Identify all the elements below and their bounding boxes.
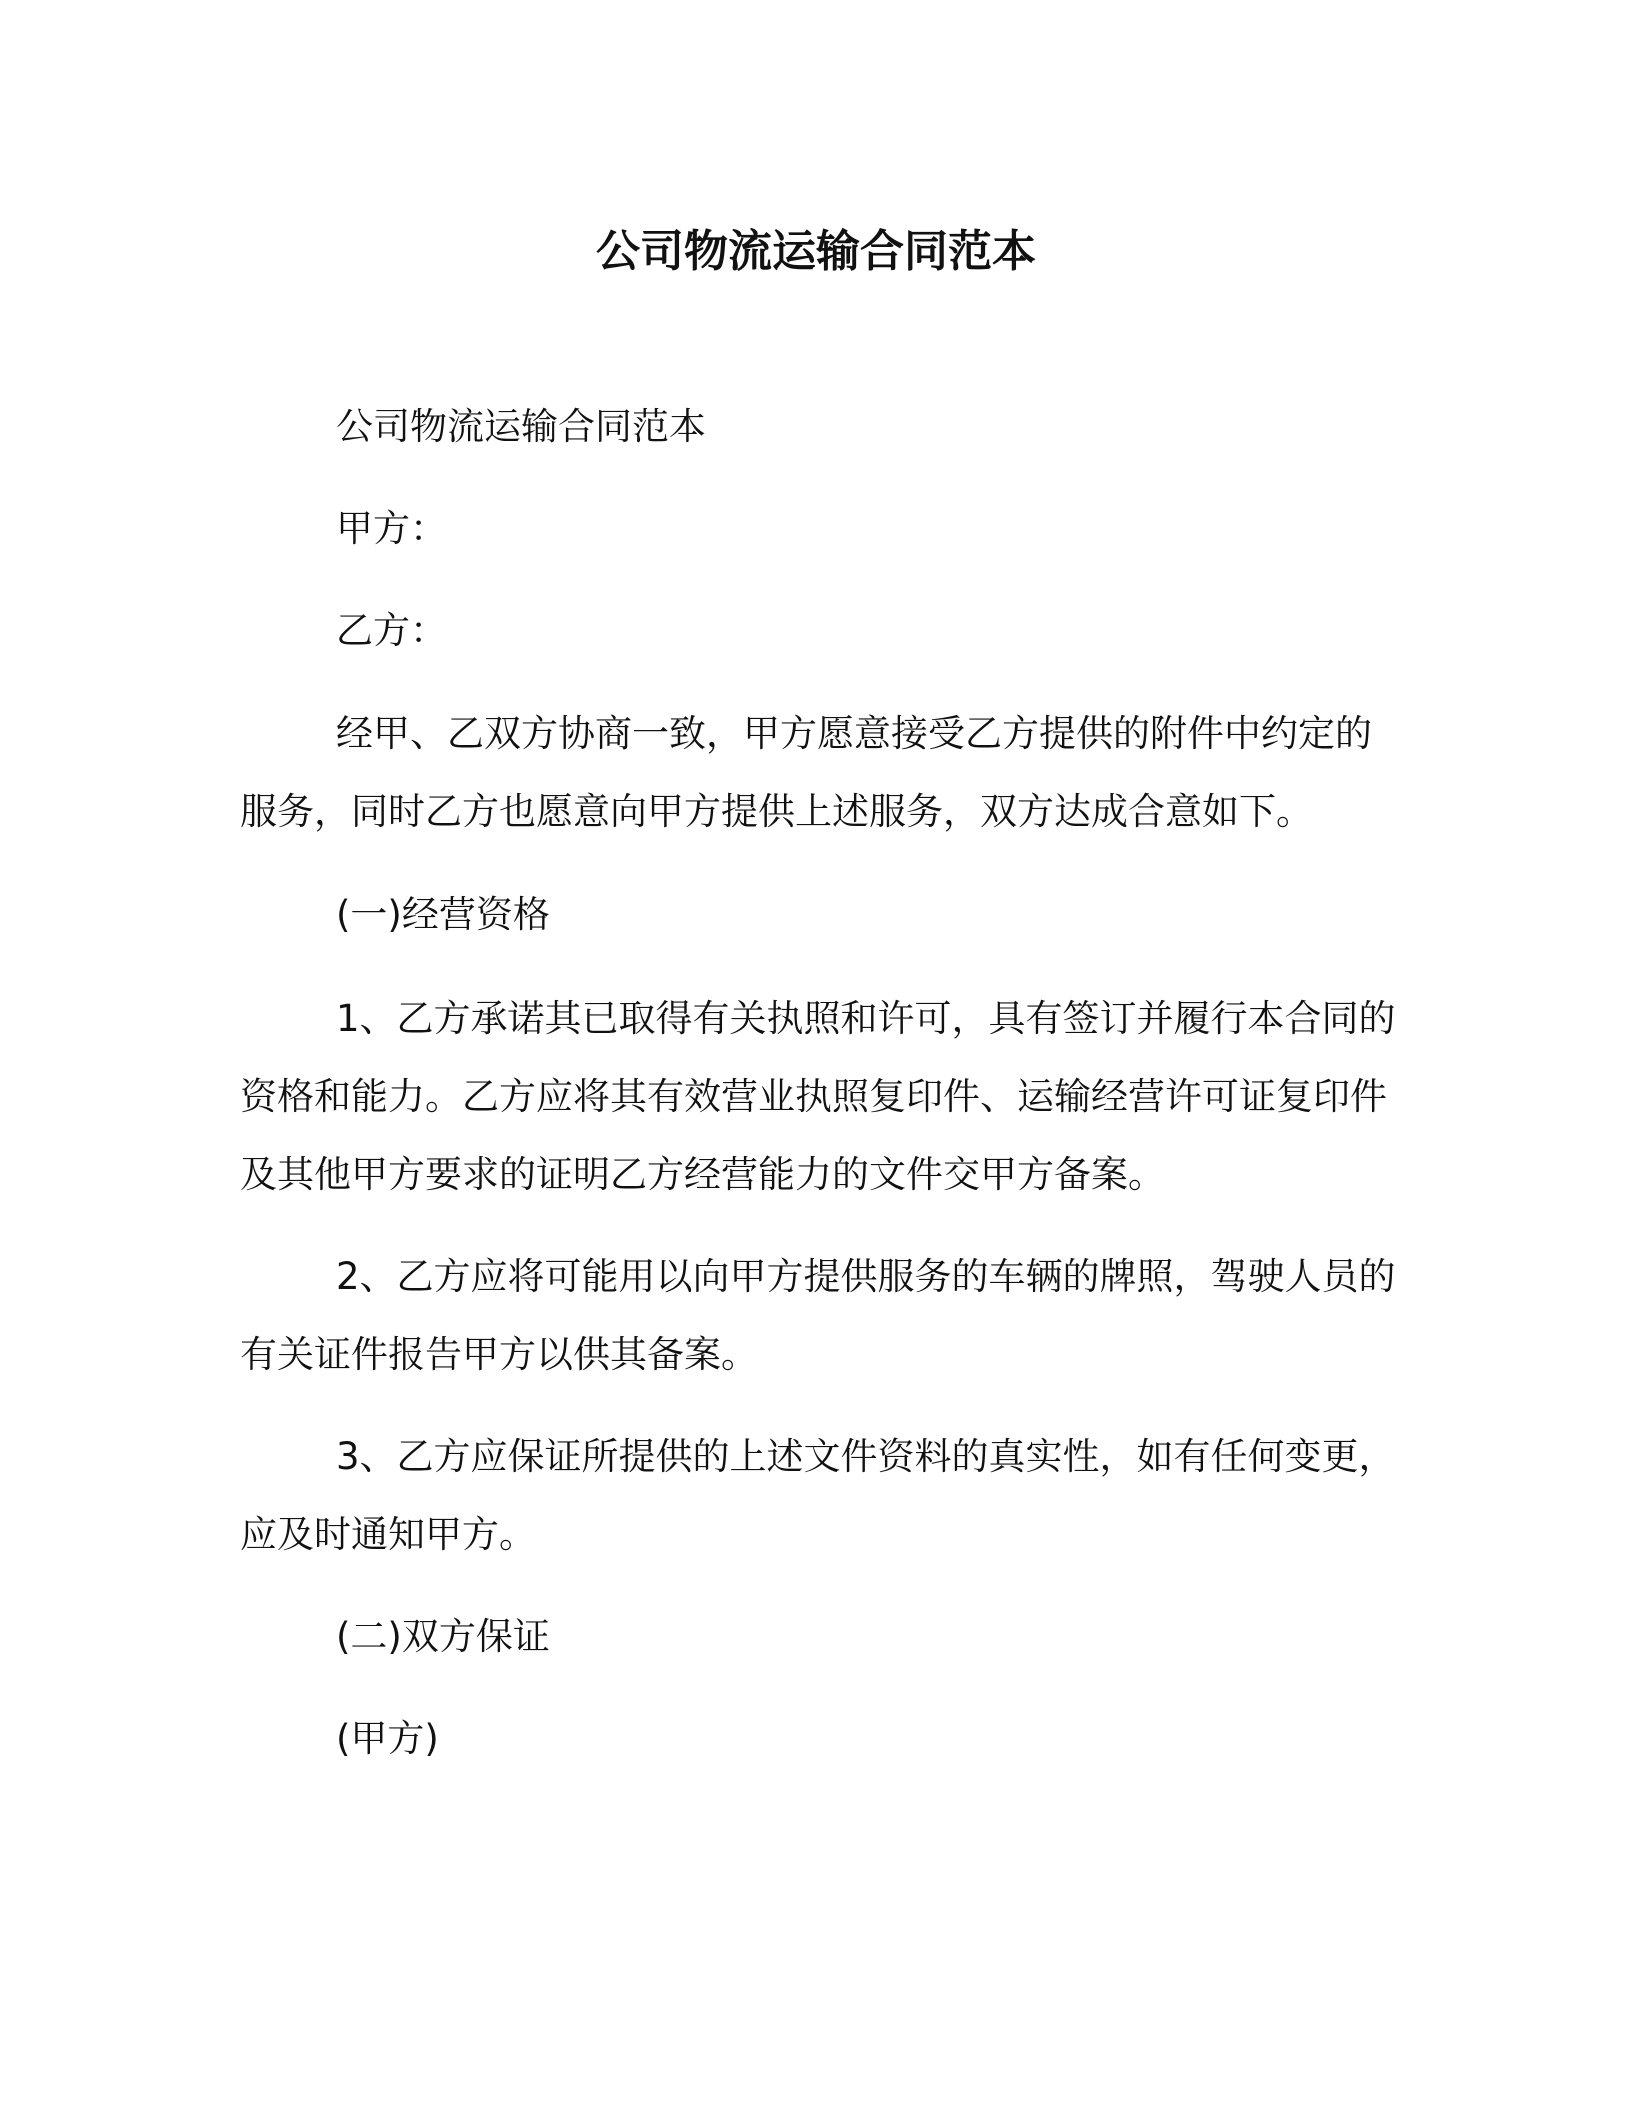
- document-title: 公司物流运输合同范本: [596, 226, 1036, 277]
- clause-item-2: 2、乙方应将可能用以向甲方提供服务的车辆的牌照，驾驶人员的有关证件报告甲方以供其备案。: [240, 1255, 1396, 1376]
- intro-paragraph: 经甲、乙双方协商一致，甲方愿意接受乙方提供的附件中约定的服务，同时乙方也愿意向甲方提供上述服务，双方达成合意如下。: [240, 712, 1372, 833]
- clause-item-3: 3、乙方应保证所提供的上述文件资料的真实性，如有任何变更，应及时通知甲方。: [240, 1435, 1396, 1556]
- party-b-label: 乙方：: [336, 609, 447, 652]
- section-heading-guarantee: (二)双方保证: [336, 1615, 550, 1658]
- subtitle-paragraph: 公司物流运输合同范本: [336, 405, 706, 448]
- party-a-label: 甲方：: [336, 507, 447, 550]
- clause-item-1: 1、乙方承诺其已取得有关执照和许可，具有签订并履行本合同的资格和能力。乙方应将其有效营业执照复印件、运输经营许可证复印件及其他甲方要求的证明乙方经营能力的文件交甲方备案。: [240, 997, 1396, 1196]
- party-a-subheading: (甲方): [336, 1717, 439, 1760]
- section-heading-qualification: (一)经营资格: [336, 893, 550, 936]
